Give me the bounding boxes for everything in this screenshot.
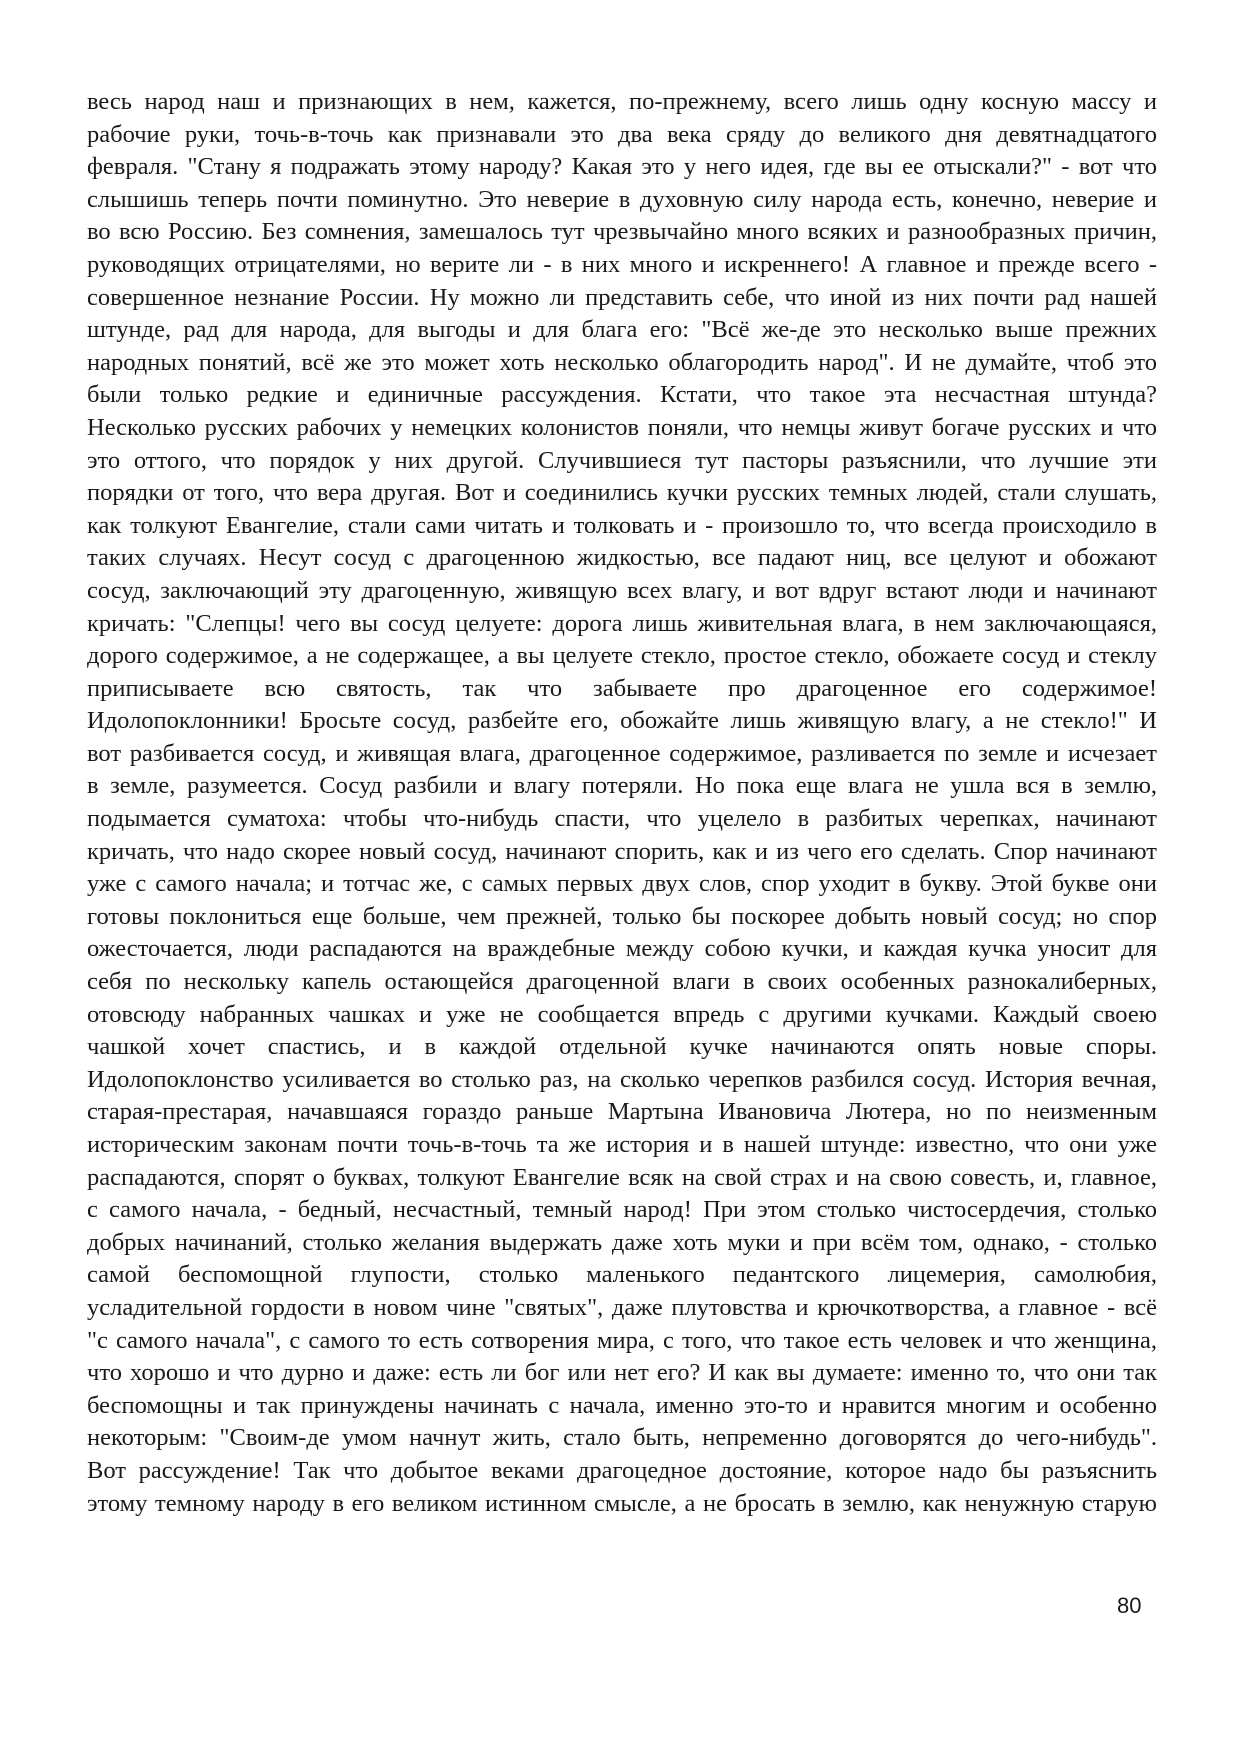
text-line: таких случаях. Несут сосуд с драгоценною жидкостью, все падают ниц, все целуют и обожают bbox=[87, 544, 1157, 572]
text-line: кричать, что надо скорее новый сосуд, начинают спорить, как и из чего его сделать. Спор начинают bbox=[87, 837, 1157, 865]
text-line: народных понятий, всё же это может хоть несколько облагородить народ". И не думайте, чтоб это bbox=[87, 348, 1157, 376]
text-line: были только редкие и единичные рассуждения. Кстати, что такое эта несчастная штунда? bbox=[87, 381, 1157, 409]
text-line: кричать: "Слепцы! чего вы сосуд целуете: дорога лишь живительная влага, в нем заключающаяся, bbox=[87, 609, 1157, 637]
text-line: готовы поклониться еще больше, чем прежней, только бы поскорее добыть новый сосуд; но спор bbox=[87, 902, 1157, 930]
text-line: штунде, рад для народа, для выгоды и для блага его: "Всё же-де это несколько выше прежних bbox=[87, 316, 1157, 344]
text-line: историческим законам почти точь-в-точь та же история и в нашей штунде: известно, что они уже bbox=[87, 1131, 1157, 1158]
text-line: уже с самого начала; и тотчас же, с самых первых двух слов, спор уходит в букву. Этой букве они bbox=[87, 870, 1157, 898]
text-line: "с самого начала", с самого то есть сотворения мира, с того, что такое есть человек и что женщина, bbox=[87, 1326, 1157, 1354]
text-line: это оттого, что порядок у них другой. Случившиеся тут пасторы разъяснили, что лучшие эти bbox=[87, 446, 1157, 474]
text-line: ожесточается, люди распадаются на враждебные между собою кучки, и каждая кучка уносит для bbox=[87, 935, 1157, 963]
text-line: распадаются, спорят о буквах, толкуют Евангелие всяк на свой страх и на свою совесть, и, главное, bbox=[87, 1163, 1157, 1191]
text-line: усладительной гордости в новом чине "святых", даже плутовства и крючкотворства, а главное - всё bbox=[87, 1293, 1157, 1321]
text-line: совершенное незнание России. Ну можно ли представить себе, что иной из них почти рад нашей bbox=[87, 283, 1157, 311]
text-line: себя по нескольку капель остающейся драгоценной влаги в своих особенных разнокалиберных, bbox=[87, 968, 1157, 996]
text-line: с самого начала, - бедный, несчастный, темный народ! При этом столько чистосердечия, столько bbox=[87, 1196, 1157, 1224]
text-line: беспомощны и так принуждены начинать с начала, именно это-то и нравится многим и особенно bbox=[87, 1391, 1157, 1419]
text-line: вот разбивается сосуд, и живящая влага, драгоценное содержимое, разливается по земле и исчезает bbox=[87, 739, 1157, 767]
text-line: весь народ наш и признающих в нем, кажется, по-прежнему, всего лишь одну косную массу и bbox=[87, 88, 1157, 115]
text-line: в земле, разумеется. Сосуд разбили и влагу потеряли. Но пока еще влага не ушла вся в землю, bbox=[87, 772, 1157, 800]
text-line: дорого содержимое, а не содержащее, а вы целуете стекло, простое стекло, обожаете сосуд и стеклу bbox=[87, 642, 1157, 670]
text-line: как толкуют Евангелие, стали сами читать и толковать и - произошло то, что всегда происходило в bbox=[87, 511, 1157, 539]
body-text bbox=[87, 86, 1157, 1520]
text-line: Идолопоклонство усиливается во столько раз, на сколько черепков разбился сосуд. История вечная, bbox=[87, 1065, 1157, 1093]
text-line: порядки от того, что вера другая. Вот и соединились кучки русских темных людей, стали слушать, bbox=[87, 479, 1157, 507]
text-line: во всю Россию. Без сомнения, замешалось тут чрезвычайно много всяких и разнообразных причин, bbox=[87, 218, 1157, 246]
text-line: что хорошо и что дурно и даже: есть ли бог или нет его? И как вы думаете: именно то, что они так bbox=[87, 1359, 1157, 1387]
text-line: слышишь теперь почти поминутно. Это неверие в духовную силу народа есть, конечно, неверие и bbox=[87, 185, 1157, 213]
text-line: подымается суматоха: чтобы что-нибудь спасти, что уцелело в разбитых черепках, начинают bbox=[87, 805, 1157, 833]
text-line: Идолопоклонники! Бросьте сосуд, разбейте его, обожайте лишь живящую влагу, а не стекло!" И bbox=[87, 707, 1157, 735]
text-line: сосуд, заключающий эту драгоценную, живящую всех влагу, и вот вдруг встают люди и начинают bbox=[87, 576, 1157, 604]
text-line: чашкой хочет спастись, и в каждой отдельной кучке начинаются опять новые споры. bbox=[87, 1033, 1157, 1061]
text-line: отовсюду набранных чашках и уже не сообщается впредь с другими кучками. Каждый своею bbox=[87, 1000, 1157, 1028]
text-line: Вот рассуждение! Так что добытое веками драгоцедное достояние, которое надо бы разъяснить bbox=[87, 1456, 1157, 1484]
text-line: самой беспомощной глупости, столько маленького педантского лицемерия, самолюбия, bbox=[87, 1261, 1157, 1289]
text-line: приписываете всю святость, так что забываете про драгоценное его содержимое! bbox=[87, 674, 1157, 702]
text-line: руководящих отрицателями, но верите ли - в них много и искреннего! А главное и прежде всего - bbox=[87, 250, 1157, 278]
text-line: рабочие руки, точь-в-точь как признавали это два века сряду до великого дня девятнадцатого bbox=[87, 120, 1157, 148]
text-line: старая-престарая, начавшаяся гораздо раньше Мартына Ивановича Лютера, но по неизменным bbox=[87, 1098, 1157, 1126]
page-number: 80 bbox=[1117, 1593, 1142, 1618]
text-line: некоторым: "Своим-де умом начнут жить, стало быть, непременно договорятся до чего-нибудь". bbox=[87, 1424, 1157, 1452]
text-line: февраля. "Стану я подражать этому народу? Какая это у него идея, где вы ее отыскали?" - вот что bbox=[87, 153, 1157, 181]
text-line: Несколько русских рабочих у немецких колонистов поняли, что немцы живут богаче русских и что bbox=[87, 413, 1157, 441]
text-line: этому темному народу в его великом истинном смысле, а не бросать в землю, как ненужную старую bbox=[87, 1489, 1157, 1517]
text-line: добрых начинаний, столько желания выдержать даже хоть муки и при всём том, однако, - столько bbox=[87, 1228, 1157, 1256]
